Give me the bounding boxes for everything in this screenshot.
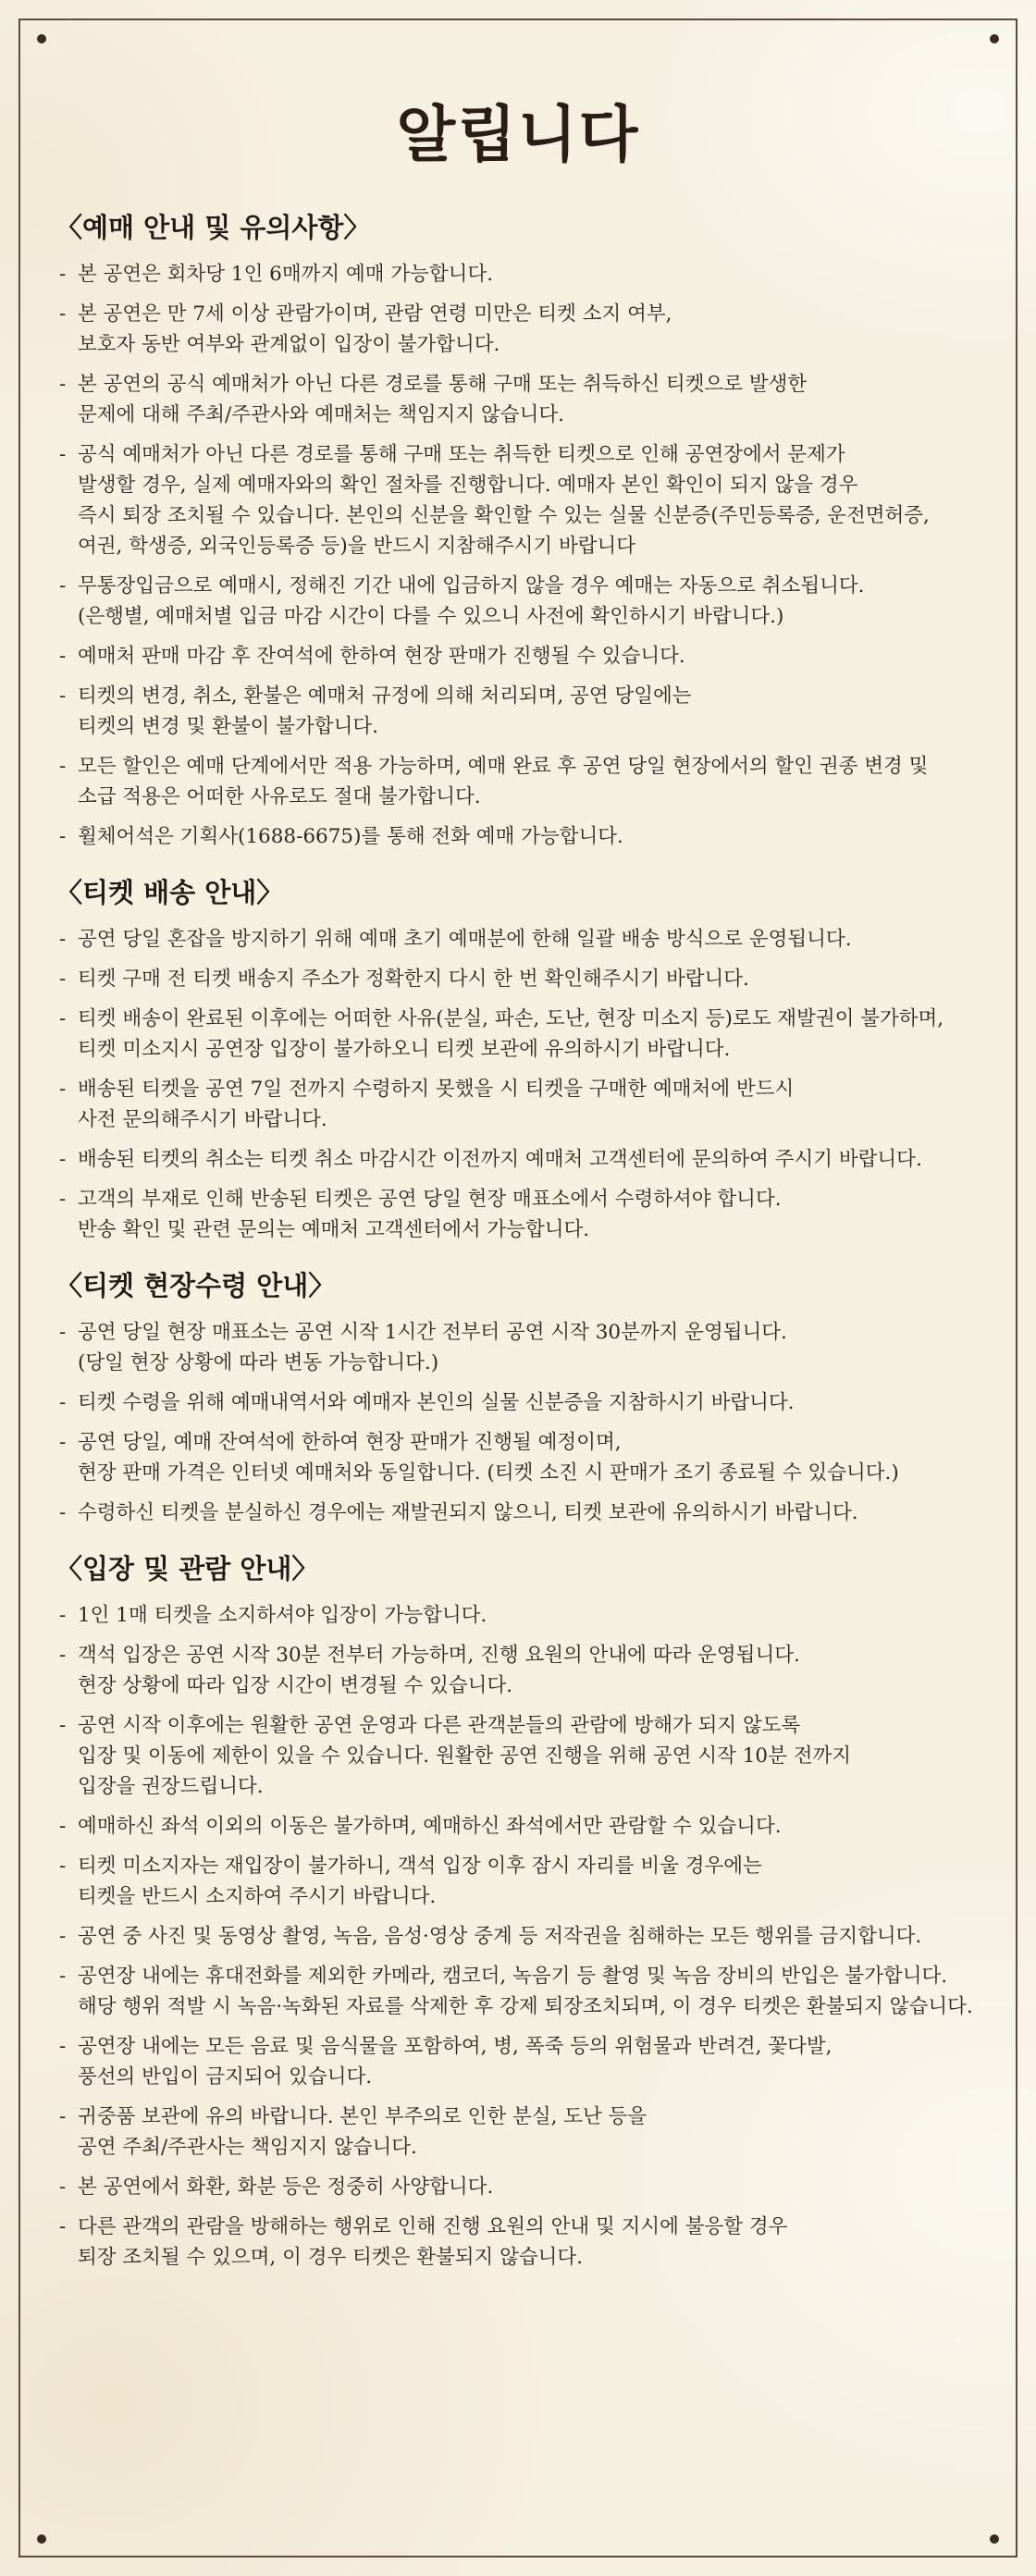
notice-list <box>56 259 990 852</box>
notice-item: - 티켓 구매 전 티켓 배송지 주소가 정확한지 다시 한 번 확인해주시기 바랍니다. <box>56 964 990 994</box>
notice-list <box>56 1600 990 2273</box>
notice-item: - 휠체어석은 기획사(1688-6675)를 통해 전화 예매 가능합니다. <box>56 821 990 852</box>
notice-item: - 무통장입금으로 예매시, 정해진 기간 내에 입금하지 않을 경우 예매는 자동으로 취소됩니다. (은행별, 예매처별 입금 마감 시간이 다를 수 있으니 사전에 확인하시기 바랍니다.) <box>56 571 990 632</box>
notice-item: - 본 공연에서 화환, 화분 등은 정중히 사양합니다. <box>56 2172 990 2202</box>
notice-item: - 공연 중 사진 및 동영상 촬영, 녹음, 음성·영상 중계 등 저작권을 침해하는 모든 행위를 금지합니다. <box>56 1921 990 1952</box>
notice-item: - 모든 할인은 예매 단계에서만 적용 가능하며, 예매 완료 후 공연 당일 현장에서의 할인 권종 변경 및 소급 적용은 어떠한 사유로도 절대 불가합니다. <box>56 751 990 812</box>
notice-item: - 배송된 티켓의 취소는 티켓 취소 마감시간 이전까지 예매처 고객센터에 문의하여 주시기 바랍니다. <box>56 1144 990 1175</box>
section-heading: 〈티켓 현장수령 안내〉 <box>56 1270 336 1301</box>
notice-item: - 고객의 부재로 인해 반송된 티켓은 공연 당일 현장 매표소에서 수령하셔야 합니다. 반송 확인 및 관련 문의는 예매처 고객센터에서 가능합니다. <box>56 1184 990 1245</box>
section-heading: 〈입장 및 관람 안내〉 <box>56 1553 319 1584</box>
notice-item: - 공연장 내에는 모든 음료 및 음식물을 포함하여, 병, 폭죽 등의 위험물과 반려견, 꽃다발, 풍선의 반입이 금지되어 있습니다. <box>56 2031 990 2092</box>
corner-dot-top-left <box>37 34 46 43</box>
corner-dot-bottom-left <box>37 2534 46 2544</box>
notice-item: - 예매하신 좌석 이외의 이동은 불가하며, 예매하신 좌석에서만 관람할 수 있습니다. <box>56 1811 990 1842</box>
notice-item: - 티켓 미소지자는 재입장이 불가하니, 객석 입장 이후 잠시 자리를 비울 경우에는 티켓을 반드시 소지하여 주시기 바랍니다. <box>56 1851 990 1912</box>
notice-item: - 본 공연의 공식 예매처가 아닌 다른 경로를 통해 구매 또는 취득하신 티켓으로 발생한 문제에 대해 주최/주관사와 예매처는 책임지지 않습니다. <box>56 369 990 430</box>
notice-item: - 공연 시작 이후에는 원활한 공연 운영과 다른 관객분들의 관람에 방해가 되지 않도록 입장 및 이동에 제한이 있을 수 있습니다. 원활한 공연 진행을 위해 공연 시작 10분 전까지 입장을 권장드립니다. <box>56 1710 990 1802</box>
notice-item: - 공연 당일, 예매 잔여석에 한하여 현장 판매가 진행될 예정이며, 현장 판매 가격은 인터넷 예매처와 동일합니다. (티켓 소진 시 판매가 조기 종료될 수 있습니다.) <box>56 1427 990 1488</box>
notice-item: - 티켓의 변경, 취소, 환불은 예매처 규정에 의해 처리되며, 공연 당일에는 티켓의 변경 및 환불이 불가합니다. <box>56 681 990 742</box>
notice-item: - 귀중품 보관에 유의 바랍니다. 본인 부주의로 인한 분실, 도난 등을 공연 주최/주관사는 책임지지 않습니다. <box>56 2101 990 2163</box>
corner-dot-bottom-right <box>990 2534 999 2544</box>
notice-list <box>56 924 990 1245</box>
notice-item: - 객석 입장은 공연 시작 30분 전부터 가능하며, 진행 요원의 안내에 따라 운영됩니다. 현장 상황에 따라 입장 시간이 변경될 수 있습니다. <box>56 1640 990 1701</box>
notice-item: - 예매처 판매 마감 후 잔여석에 한하여 현장 판매가 진행될 수 있습니다. <box>56 641 990 672</box>
section-heading: 〈예매 안내 및 유의사항〉 <box>56 212 371 243</box>
entry-viewing-section <box>56 1550 990 2273</box>
page-title: 알립니다 <box>396 99 640 170</box>
section-heading: 〈티켓 배송 안내〉 <box>56 877 284 908</box>
notice-content <box>56 209 990 2295</box>
notice-item: - 배송된 티켓을 공연 7일 전까지 수령하지 못했을 시 티켓을 구매한 예매처에 반드시 사전 문의해주시기 바랍니다. <box>56 1074 990 1135</box>
notice-item: - 공연장 내에는 휴대전화를 제외한 카메라, 캠코더, 녹음기 등 촬영 및 녹음 장비의 반입은 불가합니다. 해당 행위 적발 시 녹음·녹화된 자료를 삭제한 후 강제 퇴장조치되며, 이 경우 티켓은 환불되지 않습니다. <box>56 1961 990 2022</box>
notice-item: - 티켓 배송이 완료된 이후에는 어떠한 사유(분실, 파손, 도난, 현장 미소지 등)로도 재발권이 불가하며, 티켓 미소지시 공연장 입장이 불가하오니 티켓 보관에 유의하시기 바랍니다. <box>56 1004 990 1065</box>
notice-item: - 1인 1매 티켓을 소지하셔야 입장이 가능합니다. <box>56 1600 990 1631</box>
booking-notice-section <box>56 209 990 852</box>
onsite-pickup-section <box>56 1267 990 1528</box>
corner-dot-top-right <box>990 34 999 43</box>
notice-item: - 본 공연은 만 7세 이상 관람가이며, 관람 연령 미만은 티켓 소지 여부, 보호자 동반 여부와 관계없이 입장이 불가합니다. <box>56 299 990 360</box>
notice-item: - 다른 관객의 관람을 방해하는 행위로 인해 진행 요원의 안내 및 지시에 불응할 경우 퇴장 조치될 수 있으며, 이 경우 티켓은 환불되지 않습니다. <box>56 2212 990 2273</box>
notice-item: - 본 공연은 회차당 1인 6매까지 예매 가능합니다. <box>56 259 990 290</box>
notice-item: - 수령하신 티켓을 분실하신 경우에는 재발권되지 않으니, 티켓 보관에 유의하시기 바랍니다. <box>56 1498 990 1528</box>
ticket-delivery-section <box>56 874 990 1245</box>
notice-item: - 공연 당일 현장 매표소는 공연 시작 1시간 전부터 공연 시작 30분까지 운영됩니다. (당일 현장 상황에 따라 변동 가능합니다.) <box>56 1317 990 1378</box>
notice-item: - 티켓 수령을 위해 예매내역서와 예매자 본인의 실물 신분증을 지참하시기 바랍니다. <box>56 1387 990 1418</box>
notice-list <box>56 1317 990 1528</box>
notice-item: - 공연 당일 혼잡을 방지하기 위해 예매 초기 예매분에 한해 일괄 배송 방식으로 운영됩니다. <box>56 924 990 955</box>
notice-item: - 공식 예매처가 아닌 다른 경로를 통해 구매 또는 취득한 티켓으로 인해 공연장에서 문제가 발생할 경우, 실제 예매자와의 확인 절차를 진행합니다. 예매자 본인 확인이 되지 않을 경우 즉시 퇴장 조치될 수 있습니다. 본인의 신분을 확인할 수 있는 실물 신분증(주민등록증, 운전면허증, 여권, 학생증, 외국인등록증 등)을 반드시 지참해주시기 바랍니다 <box>56 439 990 561</box>
